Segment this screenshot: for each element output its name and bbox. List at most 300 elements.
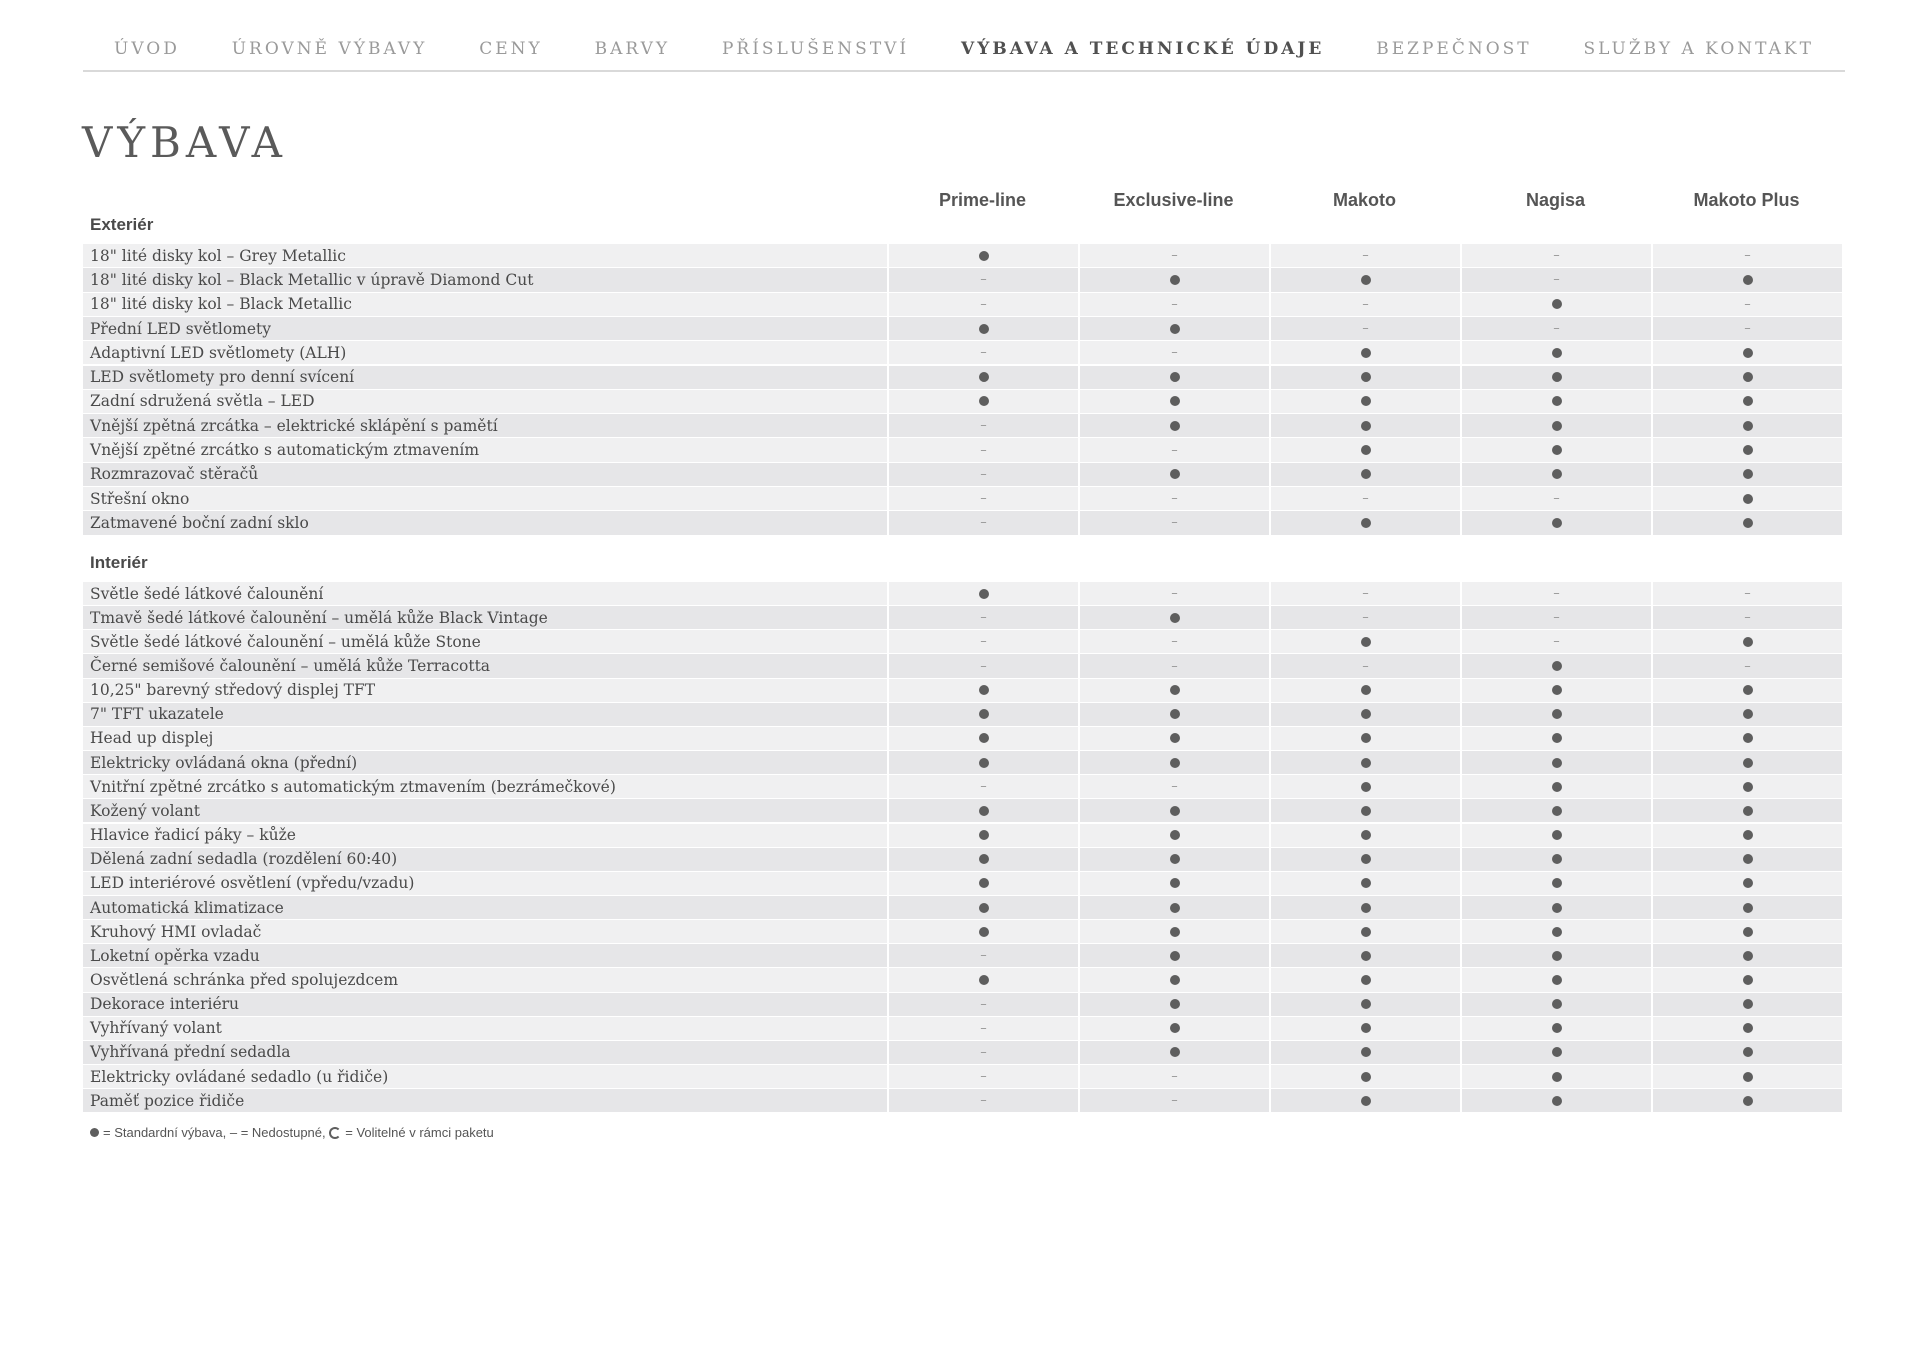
standard-dot-icon	[1170, 421, 1180, 431]
unavailable-cell	[889, 268, 1078, 291]
standard-dot-icon	[1361, 806, 1371, 816]
nav-item[interactable]: ÚVOD	[114, 39, 180, 59]
standard-cell	[1462, 654, 1651, 677]
standard-dot-icon	[1552, 878, 1562, 888]
unavailable-dash: –	[980, 296, 987, 312]
unavailable-dash: –	[1171, 442, 1178, 458]
standard-cell	[1271, 679, 1460, 702]
standard-cell	[1462, 920, 1651, 943]
standard-cell	[1653, 1065, 1842, 1088]
table-row	[83, 824, 1845, 847]
standard-dot-icon	[1552, 372, 1562, 382]
table-row	[83, 268, 1845, 291]
standard-cell	[1080, 944, 1269, 967]
column-header: Makoto	[1333, 190, 1396, 210]
standard-cell	[1080, 414, 1269, 437]
unavailable-dash: –	[1171, 515, 1178, 531]
standard-cell	[1462, 848, 1651, 871]
table-row	[83, 1017, 1845, 1040]
standard-cell	[1653, 751, 1842, 774]
row-label: Střešní okno	[83, 487, 887, 510]
standard-dot-icon	[1552, 1047, 1562, 1057]
unavailable-cell	[1080, 582, 1269, 605]
unavailable-dash: –	[1171, 634, 1178, 650]
standard-dot-icon	[1170, 396, 1180, 406]
standard-cell	[1653, 944, 1842, 967]
standard-dot-icon	[1361, 903, 1371, 913]
standard-dot-icon	[1743, 806, 1753, 816]
standard-cell	[1080, 317, 1269, 340]
standard-cell	[889, 968, 1078, 991]
standard-cell	[1080, 872, 1269, 895]
standard-dot-icon	[1361, 1047, 1371, 1057]
table-row	[83, 872, 1845, 895]
standard-dot-icon	[1170, 733, 1180, 743]
unavailable-dash: –	[980, 1020, 987, 1036]
standard-cell	[1462, 824, 1651, 847]
standard-dot-icon	[1552, 733, 1562, 743]
unavailable-cell	[889, 463, 1078, 486]
unavailable-dash: –	[980, 418, 987, 434]
unavailable-cell	[1080, 511, 1269, 534]
unavailable-cell	[1462, 606, 1651, 629]
row-label: Rozmrazovač stěračů	[83, 463, 887, 486]
standard-cell	[1653, 775, 1842, 798]
unavailable-cell	[1080, 654, 1269, 677]
nav-item[interactable]: PŘÍSLUŠENSTVÍ	[721, 39, 910, 59]
row-label: Elektricky ovládaná okna (přední)	[83, 751, 887, 774]
standard-cell	[1271, 872, 1460, 895]
unavailable-dash: –	[1171, 779, 1178, 795]
standard-dot-icon	[979, 709, 989, 719]
unavailable-dash: –	[980, 1044, 987, 1060]
standard-cell	[889, 896, 1078, 919]
unavailable-cell	[889, 487, 1078, 510]
standard-dot-icon	[90, 1128, 99, 1137]
standard-cell	[1271, 1017, 1460, 1040]
standard-cell	[1462, 1089, 1651, 1112]
standard-dot-icon	[1552, 299, 1562, 309]
standard-dot-icon	[1743, 637, 1753, 647]
unavailable-cell	[889, 606, 1078, 629]
unavailable-cell	[1462, 582, 1651, 605]
standard-dot-icon	[1552, 830, 1562, 840]
nav-item[interactable]: BEZPEČNOST	[1376, 39, 1532, 59]
standard-dot-icon	[1552, 903, 1562, 913]
standard-cell	[1080, 968, 1269, 991]
table-row	[83, 630, 1845, 653]
column-header: Nagisa	[1525, 190, 1586, 210]
unavailable-dash: –	[980, 272, 987, 288]
table-row	[83, 511, 1845, 534]
unavailable-cell	[1271, 317, 1460, 340]
standard-dot-icon	[1743, 709, 1753, 719]
standard-dot-icon	[1170, 709, 1180, 719]
unavailable-cell	[1080, 487, 1269, 510]
unavailable-cell	[1653, 317, 1842, 340]
standard-dot-icon	[1552, 758, 1562, 768]
row-label: 18" lité disky kol – Black Metallic v úpravě Diamond Cut	[83, 268, 887, 291]
standard-dot-icon	[1743, 1096, 1753, 1106]
standard-dot-icon	[1743, 733, 1753, 743]
standard-cell	[1080, 920, 1269, 943]
unavailable-cell	[889, 438, 1078, 461]
standard-cell	[1462, 775, 1651, 798]
standard-cell	[1271, 366, 1460, 389]
standard-cell	[1271, 944, 1460, 967]
standard-cell	[1271, 1089, 1460, 1112]
standard-dot-icon	[1361, 1072, 1371, 1082]
standard-cell	[889, 824, 1078, 847]
standard-cell	[889, 366, 1078, 389]
standard-dot-icon	[1743, 494, 1753, 504]
standard-dot-icon	[1361, 348, 1371, 358]
standard-cell	[1462, 1065, 1651, 1088]
standard-dot-icon	[1743, 758, 1753, 768]
unavailable-dash: –	[1171, 248, 1178, 264]
unavailable-cell	[889, 1065, 1078, 1088]
standard-cell	[1653, 438, 1842, 461]
standard-dot-icon	[979, 396, 989, 406]
optional-ring-icon	[329, 1127, 341, 1139]
unavailable-dash: –	[980, 1069, 987, 1085]
nav-item[interactable]: ÚROVNĚ VÝBAVY	[231, 39, 428, 59]
row-label: Zadní sdružená světla – LED	[83, 390, 887, 413]
section-title: Interiér	[90, 553, 148, 572]
standard-dot-icon	[1552, 782, 1562, 792]
standard-dot-icon	[1361, 878, 1371, 888]
standard-cell	[1462, 968, 1651, 991]
standard-cell	[1080, 727, 1269, 750]
unavailable-cell	[1271, 654, 1460, 677]
standard-dot-icon	[1361, 1096, 1371, 1106]
row-label: Elektricky ovládané sedadlo (u řidiče)	[83, 1065, 887, 1088]
unavailable-cell	[889, 1041, 1078, 1064]
unavailable-cell	[1080, 1065, 1269, 1088]
standard-dot-icon	[979, 372, 989, 382]
standard-cell	[1271, 848, 1460, 871]
unavailable-dash: –	[980, 948, 987, 964]
standard-dot-icon	[1170, 275, 1180, 285]
standard-dot-icon	[1170, 324, 1180, 334]
standard-cell	[1462, 703, 1651, 726]
table-row	[83, 1041, 1845, 1064]
table-row	[83, 366, 1845, 389]
standard-dot-icon	[1552, 975, 1562, 985]
unavailable-dash: –	[1553, 491, 1560, 507]
standard-cell	[1462, 511, 1651, 534]
standard-dot-icon	[1170, 613, 1180, 623]
standard-dot-icon	[979, 251, 989, 261]
standard-cell	[1462, 463, 1651, 486]
unavailable-dash: –	[1744, 658, 1751, 674]
standard-cell	[1653, 630, 1842, 653]
legend	[90, 1125, 494, 1140]
standard-dot-icon	[1170, 469, 1180, 479]
standard-dot-icon	[1170, 806, 1180, 816]
table-row	[83, 727, 1845, 750]
standard-dot-icon	[1552, 469, 1562, 479]
standard-dot-icon	[1552, 518, 1562, 528]
standard-cell	[1653, 968, 1842, 991]
standard-cell	[1080, 848, 1269, 871]
standard-cell	[1271, 1041, 1460, 1064]
standard-cell	[1271, 630, 1460, 653]
unavailable-cell	[1080, 341, 1269, 364]
standard-cell	[1462, 1041, 1651, 1064]
standard-dot-icon	[1743, 854, 1753, 864]
unavailable-cell	[1462, 244, 1651, 267]
standard-cell	[1462, 293, 1651, 316]
table-row	[83, 414, 1845, 437]
unavailable-cell	[1653, 244, 1842, 267]
row-label: Head up displej	[83, 727, 887, 750]
standard-dot-icon	[1743, 903, 1753, 913]
unavailable-cell	[1271, 244, 1460, 267]
standard-dot-icon	[1170, 951, 1180, 961]
standard-dot-icon	[979, 733, 989, 743]
standard-cell	[1653, 268, 1842, 291]
row-label: Vnější zpětná zrcátka – elektrické sklápění s pamětí	[83, 414, 887, 437]
nav-item[interactable]: SLUŽBY A KONTAKT	[1583, 39, 1814, 59]
unavailable-dash: –	[1362, 296, 1369, 312]
unavailable-dash: –	[1171, 1069, 1178, 1085]
standard-dot-icon	[1361, 1023, 1371, 1033]
standard-cell	[1653, 366, 1842, 389]
table-row	[83, 993, 1845, 1016]
standard-cell	[1653, 1089, 1842, 1112]
standard-cell	[889, 920, 1078, 943]
standard-cell	[1462, 438, 1651, 461]
standard-dot-icon	[1552, 421, 1562, 431]
standard-dot-icon	[1552, 854, 1562, 864]
standard-dot-icon	[979, 927, 989, 937]
unavailable-cell	[1271, 293, 1460, 316]
standard-cell	[1271, 824, 1460, 847]
standard-cell	[1080, 268, 1269, 291]
unavailable-dash: –	[1744, 296, 1751, 312]
unavailable-dash: –	[980, 610, 987, 626]
unavailable-cell	[1271, 606, 1460, 629]
standard-cell	[1080, 679, 1269, 702]
row-label: Černé semišové čalounění – umělá kůže Terracotta	[83, 654, 887, 677]
unavailable-cell	[889, 1017, 1078, 1040]
standard-dot-icon	[1743, 927, 1753, 937]
standard-cell	[1653, 341, 1842, 364]
standard-cell	[1462, 366, 1651, 389]
standard-dot-icon	[1361, 685, 1371, 695]
standard-dot-icon	[1743, 445, 1753, 455]
standard-dot-icon	[1743, 1023, 1753, 1033]
unavailable-dash: –	[1744, 586, 1751, 602]
standard-cell	[889, 848, 1078, 871]
standard-cell	[1653, 414, 1842, 437]
unavailable-cell	[889, 654, 1078, 677]
table-row	[83, 799, 1845, 822]
table-row	[83, 654, 1845, 677]
standard-cell	[889, 799, 1078, 822]
standard-cell	[1653, 1017, 1842, 1040]
row-label: Vyhřívaná přední sedadla	[83, 1041, 887, 1064]
standard-cell	[1271, 775, 1460, 798]
nav-item[interactable]: BARVY	[594, 39, 671, 59]
standard-dot-icon	[1361, 518, 1371, 528]
unavailable-dash: –	[980, 442, 987, 458]
row-label: Vnitřní zpětné zrcátko s automatickým ztmavením (bezrámečkové)	[83, 775, 887, 798]
table-row	[83, 293, 1845, 316]
unavailable-dash: –	[1553, 610, 1560, 626]
standard-dot-icon	[1552, 685, 1562, 695]
standard-dot-icon	[1361, 637, 1371, 647]
standard-dot-icon	[1743, 999, 1753, 1009]
standard-cell	[1653, 1041, 1842, 1064]
table-row	[83, 341, 1845, 364]
standard-dot-icon	[1170, 1047, 1180, 1057]
row-label: Adaptivní LED světlomety (ALH)	[83, 341, 887, 364]
standard-dot-icon	[1361, 733, 1371, 743]
unavailable-dash: –	[1171, 586, 1178, 602]
standard-cell	[1271, 511, 1460, 534]
table-row	[83, 317, 1845, 340]
standard-dot-icon	[1361, 927, 1371, 937]
standard-cell	[1271, 968, 1460, 991]
standard-cell	[1271, 268, 1460, 291]
row-label: Dekorace interiéru	[83, 993, 887, 1016]
standard-dot-icon	[1361, 709, 1371, 719]
standard-dot-icon	[1743, 348, 1753, 358]
table-row	[83, 1089, 1845, 1112]
unavailable-cell	[889, 293, 1078, 316]
row-label: Zatmavené boční zadní sklo	[83, 511, 887, 534]
unavailable-cell	[1271, 582, 1460, 605]
standard-cell	[1271, 1065, 1460, 1088]
standard-cell	[1462, 799, 1651, 822]
standard-dot-icon	[1552, 806, 1562, 816]
standard-dot-icon	[979, 830, 989, 840]
standard-dot-icon	[1361, 445, 1371, 455]
standard-cell	[1653, 896, 1842, 919]
unavailable-dash: –	[980, 1093, 987, 1109]
standard-dot-icon	[1743, 830, 1753, 840]
standard-cell	[1271, 463, 1460, 486]
standard-dot-icon	[1743, 975, 1753, 985]
table-row	[83, 606, 1845, 629]
standard-cell	[1462, 341, 1651, 364]
nav-item[interactable]: VÝBAVA A TECHNICKÉ ÚDAJE	[961, 39, 1325, 59]
unavailable-cell	[1080, 438, 1269, 461]
standard-cell	[1080, 1017, 1269, 1040]
standard-cell	[1080, 993, 1269, 1016]
standard-cell	[1462, 727, 1651, 750]
standard-cell	[1653, 920, 1842, 943]
unavailable-dash: –	[1171, 345, 1178, 361]
row-label: Přední LED světlomety	[83, 317, 887, 340]
standard-cell	[1653, 463, 1842, 486]
standard-cell	[889, 727, 1078, 750]
standard-cell	[1653, 799, 1842, 822]
table-row	[83, 463, 1845, 486]
standard-dot-icon	[1170, 999, 1180, 1009]
unavailable-dash: –	[1744, 248, 1751, 264]
standard-dot-icon	[1743, 518, 1753, 528]
row-label: 7" TFT ukazatele	[83, 703, 887, 726]
standard-dot-icon	[1552, 396, 1562, 406]
unavailable-cell	[1462, 630, 1651, 653]
standard-dot-icon	[1743, 275, 1753, 285]
unavailable-dash: –	[1362, 610, 1369, 626]
standard-dot-icon	[979, 806, 989, 816]
standard-cell	[1653, 848, 1842, 871]
table-row	[83, 1065, 1845, 1088]
column-header: Prime-line	[938, 190, 1027, 210]
standard-cell	[1271, 414, 1460, 437]
standard-cell	[1462, 944, 1651, 967]
unavailable-cell	[1271, 487, 1460, 510]
unavailable-dash: –	[1553, 248, 1560, 264]
nav-item[interactable]: CENY	[479, 39, 543, 59]
standard-cell	[1653, 824, 1842, 847]
unavailable-cell	[1080, 775, 1269, 798]
unavailable-dash: –	[980, 345, 987, 361]
standard-cell	[889, 679, 1078, 702]
top-navigation	[83, 28, 1845, 72]
standard-dot-icon	[979, 589, 989, 599]
unavailable-cell	[889, 944, 1078, 967]
table-row	[83, 751, 1845, 774]
unavailable-cell	[1653, 582, 1842, 605]
standard-dot-icon	[1552, 999, 1562, 1009]
standard-cell	[889, 317, 1078, 340]
standard-dot-icon	[1361, 469, 1371, 479]
page-title: VÝBAVA	[82, 118, 287, 167]
unavailable-dash: –	[980, 515, 987, 531]
unavailable-dash: –	[1171, 296, 1178, 312]
standard-dot-icon	[979, 324, 989, 334]
standard-cell	[1653, 487, 1842, 510]
section-title: Exteriér	[90, 215, 154, 234]
standard-dot-icon	[1552, 709, 1562, 719]
standard-dot-icon	[1170, 758, 1180, 768]
standard-cell	[1462, 1017, 1651, 1040]
standard-dot-icon	[979, 878, 989, 888]
unavailable-dash: –	[1362, 491, 1369, 507]
standard-cell	[889, 390, 1078, 413]
standard-dot-icon	[1743, 685, 1753, 695]
standard-dot-icon	[1361, 830, 1371, 840]
table-row	[83, 438, 1845, 461]
standard-dot-icon	[979, 975, 989, 985]
row-label: Loketní opěrka vzadu	[83, 944, 887, 967]
standard-dot-icon	[1743, 421, 1753, 431]
standard-cell	[1653, 993, 1842, 1016]
standard-dot-icon	[1743, 396, 1753, 406]
table-row	[83, 487, 1845, 510]
table-row	[83, 896, 1845, 919]
standard-cell	[889, 703, 1078, 726]
standard-dot-icon	[1361, 421, 1371, 431]
unavailable-cell	[1653, 293, 1842, 316]
row-label: Osvětlená schránka před spolujezdcem	[83, 968, 887, 991]
standard-dot-icon	[1552, 445, 1562, 455]
standard-dot-icon	[979, 685, 989, 695]
standard-dot-icon	[1743, 878, 1753, 888]
standard-cell	[1080, 824, 1269, 847]
standard-dot-icon	[1170, 372, 1180, 382]
unavailable-cell	[889, 341, 1078, 364]
table-row	[83, 703, 1845, 726]
standard-cell	[1271, 438, 1460, 461]
table-row	[83, 775, 1845, 798]
